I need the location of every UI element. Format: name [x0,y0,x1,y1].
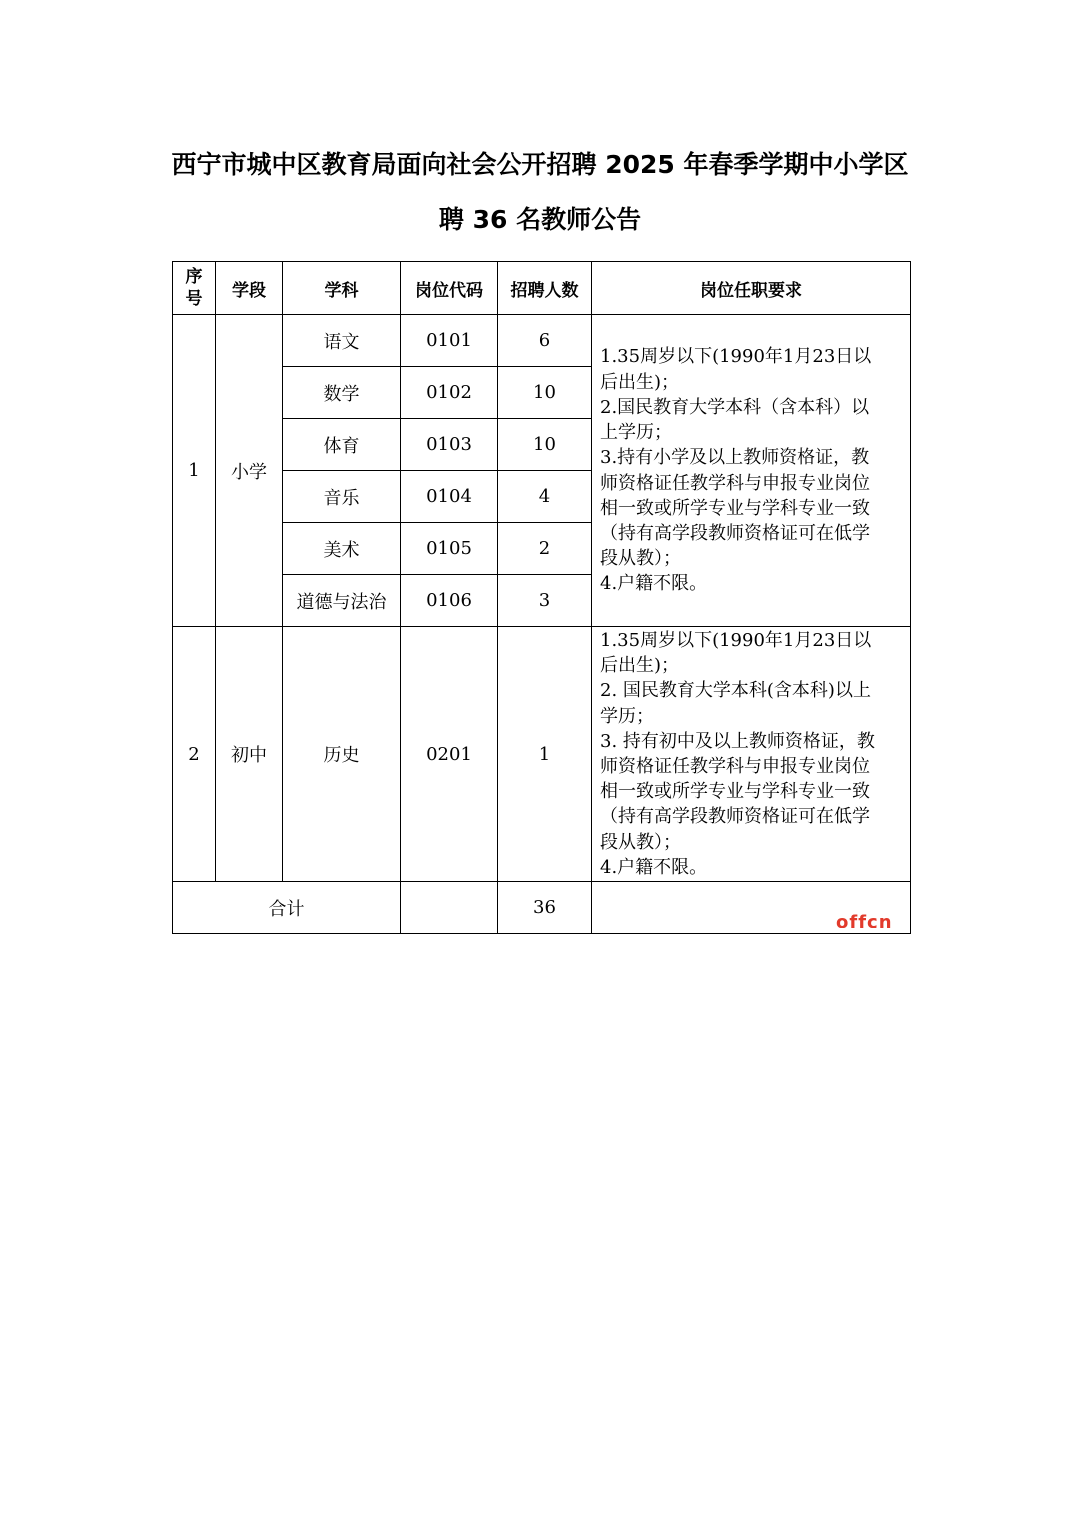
cell-code: 0201 [401,627,498,882]
cell-seq: 1 [173,315,216,627]
requirement-line: 2. 国民教育大学本科(含本科)以上 [600,680,871,702]
cell-count: 10 [498,367,592,419]
header-seq-char-2: 号 [185,289,203,309]
cell-subject: 历史 [283,627,401,882]
cell-count: 2 [498,523,592,575]
requirement-line: 段从教）； [600,831,681,853]
requirement-line: 后出生)； [600,371,680,393]
requirement-line: 学历； [600,705,654,727]
cell-stage: 小学 [216,315,283,627]
header-seq [173,262,216,315]
table-row [173,315,911,367]
cell-code: 0106 [401,575,498,627]
cell-subject: 数学 [283,367,401,419]
cell-subject: 音乐 [283,471,401,523]
requirement-line: 1.35周岁以下(1990年1月23日以 [600,346,872,368]
cell-subject: 美术 [283,523,401,575]
requirement-line: 师资格证任教学科与申报专业岗位 [600,472,870,494]
cell-total-count: 36 [498,882,592,934]
cell-total-label: 合计 [173,882,401,934]
cell-code: 0103 [401,419,498,471]
requirement-line: 3.持有小学及以上教师资格证，教 [600,447,870,469]
requirement-line: （持有高学段教师资格证可在低学 [600,522,870,544]
requirement-line: 4.户籍不限。 [600,856,708,878]
table-row [173,627,911,882]
cell-count: 1 [498,627,592,882]
cell-stage: 初中 [216,627,283,882]
cell-total-code-empty [401,882,498,934]
requirement-line: 2.国民教育大学本科（含本科）以 [600,396,870,418]
cell-count: 4 [498,471,592,523]
requirement-line: （持有高学段教师资格证可在低学 [600,806,870,828]
table-header-row [173,262,911,315]
requirement-line: 后出生)； [600,655,680,677]
offcn-watermark: offcn [836,912,893,928]
cell-code: 0105 [401,523,498,575]
cell-subject: 道德与法治 [283,575,401,627]
cell-requirements [592,315,911,627]
page-title-line-1: 西宁市城中区教育局面向社会公开招聘 2025 年春季学期中小学区 [171,150,909,179]
header-seq-char-1: 序 [185,267,203,287]
cell-count: 10 [498,419,592,471]
header-code: 岗位代码 [401,262,498,315]
cell-code: 0104 [401,471,498,523]
cell-code: 0101 [401,315,498,367]
requirement-line: 上学历； [600,422,672,444]
header-requirements: 岗位任职要求 [592,262,911,315]
page-title-line-2: 聘 36 名教师公告 [438,205,642,234]
cell-subject: 体育 [283,419,401,471]
requirement-line: 4.户籍不限。 [600,573,708,595]
requirement-line: 师资格证任教学科与申报专业岗位 [600,756,870,777]
cell-seq: 2 [173,627,216,882]
table-total-row [173,882,911,934]
requirement-line: 相一致或所学专业与学科专业一致 [600,781,870,803]
requirement-line: 1.35周岁以下(1990年1月23日以 [600,629,872,651]
cell-code: 0102 [401,367,498,419]
requirement-line: 段从教）； [600,548,681,570]
header-subject: 学科 [283,262,401,315]
cell-requirements [592,627,911,882]
header-stage: 学段 [216,262,283,315]
cell-count: 6 [498,315,592,367]
requirement-line: 3. 持有初中及以上教师资格证，教 [600,730,875,752]
cell-count: 3 [498,575,592,627]
header-count: 招聘人数 [498,262,592,315]
cell-subject: 语文 [283,315,401,367]
requirement-line: 相一致或所学专业与学科专业一致 [600,497,870,519]
recruitment-table [172,261,911,934]
